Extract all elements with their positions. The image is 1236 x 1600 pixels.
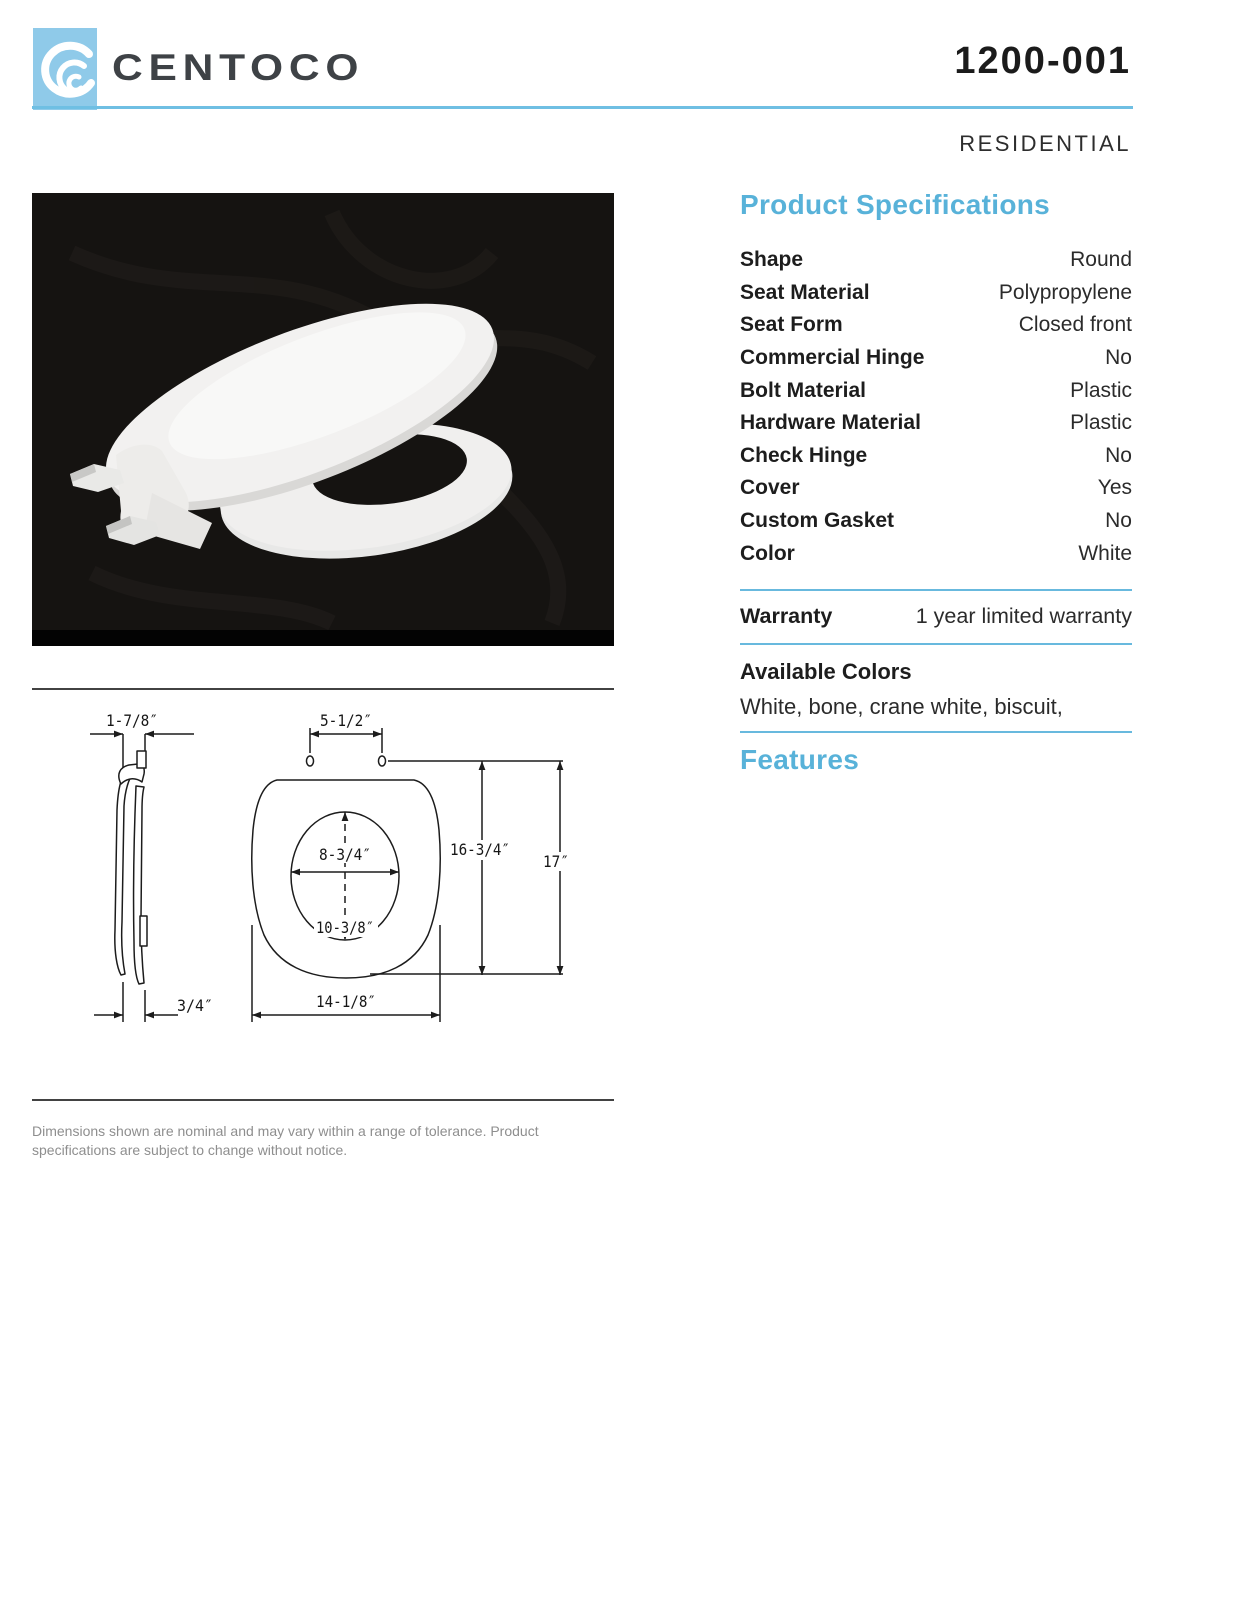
technical-drawing bbox=[32, 690, 614, 1102]
header-divider bbox=[32, 106, 1133, 109]
divider bbox=[740, 589, 1132, 591]
drawing-bottom-rule bbox=[32, 1099, 614, 1101]
spec-table bbox=[740, 244, 1132, 570]
centoco-logo-icon bbox=[33, 28, 97, 110]
dim-inner-width: 8-3/4″ bbox=[319, 845, 371, 864]
spec-label: Shape bbox=[740, 248, 804, 272]
spec-row-shape bbox=[740, 244, 1132, 277]
divider bbox=[740, 643, 1132, 645]
spec-value: Plastic bbox=[1070, 378, 1132, 402]
available-colors-label: Available Colors bbox=[740, 659, 912, 684]
spec-value: No bbox=[1105, 346, 1132, 370]
dimension-labels bbox=[106, 711, 569, 1015]
spec-row-seat-form bbox=[740, 309, 1132, 342]
warranty-label: Warranty bbox=[740, 604, 833, 628]
spec-row-custom-gasket bbox=[740, 505, 1132, 538]
spec-row-bolt-material bbox=[740, 374, 1132, 407]
spec-value: Polypropylene bbox=[998, 280, 1132, 304]
dim-lid-thickness: 1-7/8″ bbox=[106, 711, 158, 730]
spec-row-check-hinge bbox=[740, 440, 1132, 473]
spec-label: Check Hinge bbox=[740, 443, 868, 467]
spec-label: Color bbox=[740, 541, 795, 565]
spec-value: Closed front bbox=[1018, 313, 1132, 337]
spec-value: No bbox=[1105, 509, 1132, 533]
spec-label: Seat Form bbox=[740, 313, 843, 337]
spec-label: Cover bbox=[740, 476, 800, 500]
dim-bolt-spacing: 5-1/2″ bbox=[320, 711, 372, 730]
dim-overall-length: 17″ bbox=[543, 852, 569, 871]
model-number: 1200-001 bbox=[954, 40, 1131, 82]
spec-row-hardware-material bbox=[740, 407, 1132, 440]
spec-label: Seat Material bbox=[740, 280, 870, 304]
spec-label: Hardware Material bbox=[740, 411, 921, 435]
spec-value: Round bbox=[1070, 248, 1132, 272]
spec-row-seat-material bbox=[740, 277, 1132, 310]
available-colors-value: White, bone, crane white, biscuit, bbox=[740, 694, 1063, 719]
category-label: RESIDENTIAL bbox=[959, 131, 1131, 156]
spec-value: No bbox=[1105, 443, 1132, 467]
top-view bbox=[252, 728, 563, 1022]
spec-row-commercial-hinge bbox=[740, 342, 1132, 375]
divider bbox=[740, 731, 1132, 733]
dim-stack-thickness: 3/4″ bbox=[177, 996, 213, 1015]
warranty-value: 1 year limited warranty bbox=[915, 604, 1132, 628]
product-specifications-title: Product Specifications bbox=[740, 189, 1050, 220]
top-view-arrows bbox=[252, 731, 563, 1019]
spec-value: Yes bbox=[1097, 476, 1132, 500]
spec-label: Bolt Material bbox=[740, 378, 867, 402]
side-profile-view bbox=[90, 734, 194, 1022]
features-title: Features bbox=[740, 744, 860, 775]
spec-value: Plastic bbox=[1070, 411, 1132, 435]
dim-inner-length: 10-3/8″ bbox=[316, 918, 374, 937]
spec-label: Custom Gasket bbox=[740, 509, 895, 533]
warranty-row bbox=[740, 604, 1132, 629]
spec-label: Commercial Hinge bbox=[740, 346, 925, 370]
product-photo bbox=[32, 193, 614, 646]
dim-seat-length: 16-3/4″ bbox=[450, 840, 510, 859]
spec-row-color bbox=[740, 537, 1132, 570]
dim-seat-width: 14-1/8″ bbox=[316, 992, 376, 1011]
spec-row-cover bbox=[740, 472, 1132, 505]
brand-name: CENTOCO bbox=[112, 47, 365, 88]
spec-value: White bbox=[1078, 541, 1132, 565]
disclaimer-text: Dimensions shown are nominal and may vary within a range of tolerance. Product specifications are subject to change without notice. bbox=[32, 1123, 539, 1158]
